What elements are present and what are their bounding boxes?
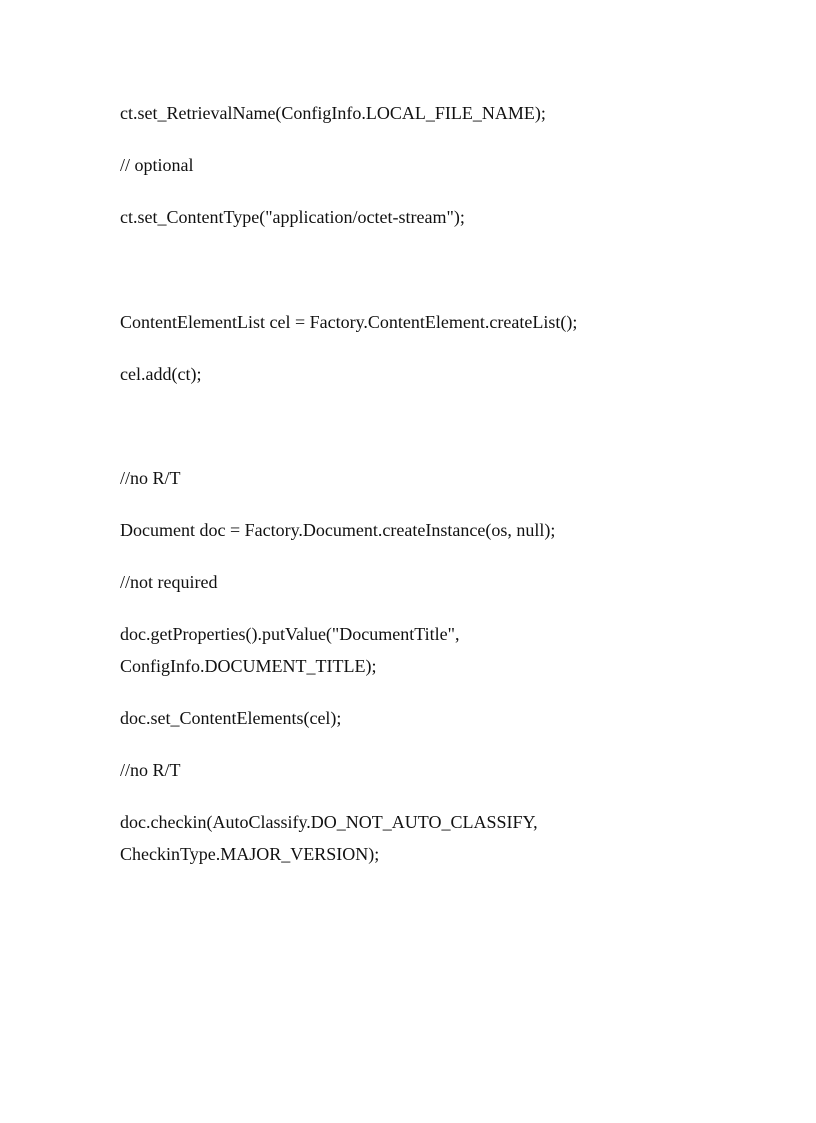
code-line-checkin-continued: CheckinType.MAJOR_VERSION); [120, 844, 380, 864]
code-comment-no-rt: //no R/T [120, 468, 181, 488]
code-line-set-content-type: ct.set_ContentType("application/octet-stream"); [120, 207, 465, 227]
code-line-set-content-elements: doc.set_ContentElements(cel); [120, 708, 342, 728]
code-line-set-retrieval-name: ct.set_RetrievalName(ConfigInfo.LOCAL_FILE_NAME); [120, 103, 546, 123]
code-line-create-document: Document doc = Factory.Document.createInstance(os, null); [120, 520, 556, 540]
code-comment-no-rt-2: //no R/T [120, 760, 181, 780]
code-comment-not-required: //not required [120, 572, 218, 592]
code-line-put-value-continued: ConfigInfo.DOCUMENT_TITLE); [120, 656, 377, 676]
code-line-checkin: doc.checkin(AutoClassify.DO_NOT_AUTO_CLASSIFY, [120, 812, 538, 832]
code-line-create-content-element-list: ContentElementList cel = Factory.ContentElement.createList(); [120, 312, 578, 332]
code-line-put-value: doc.getProperties().putValue("DocumentTitle", [120, 624, 460, 644]
code-comment-optional: // optional [120, 155, 194, 175]
code-line-cel-add: cel.add(ct); [120, 364, 202, 384]
